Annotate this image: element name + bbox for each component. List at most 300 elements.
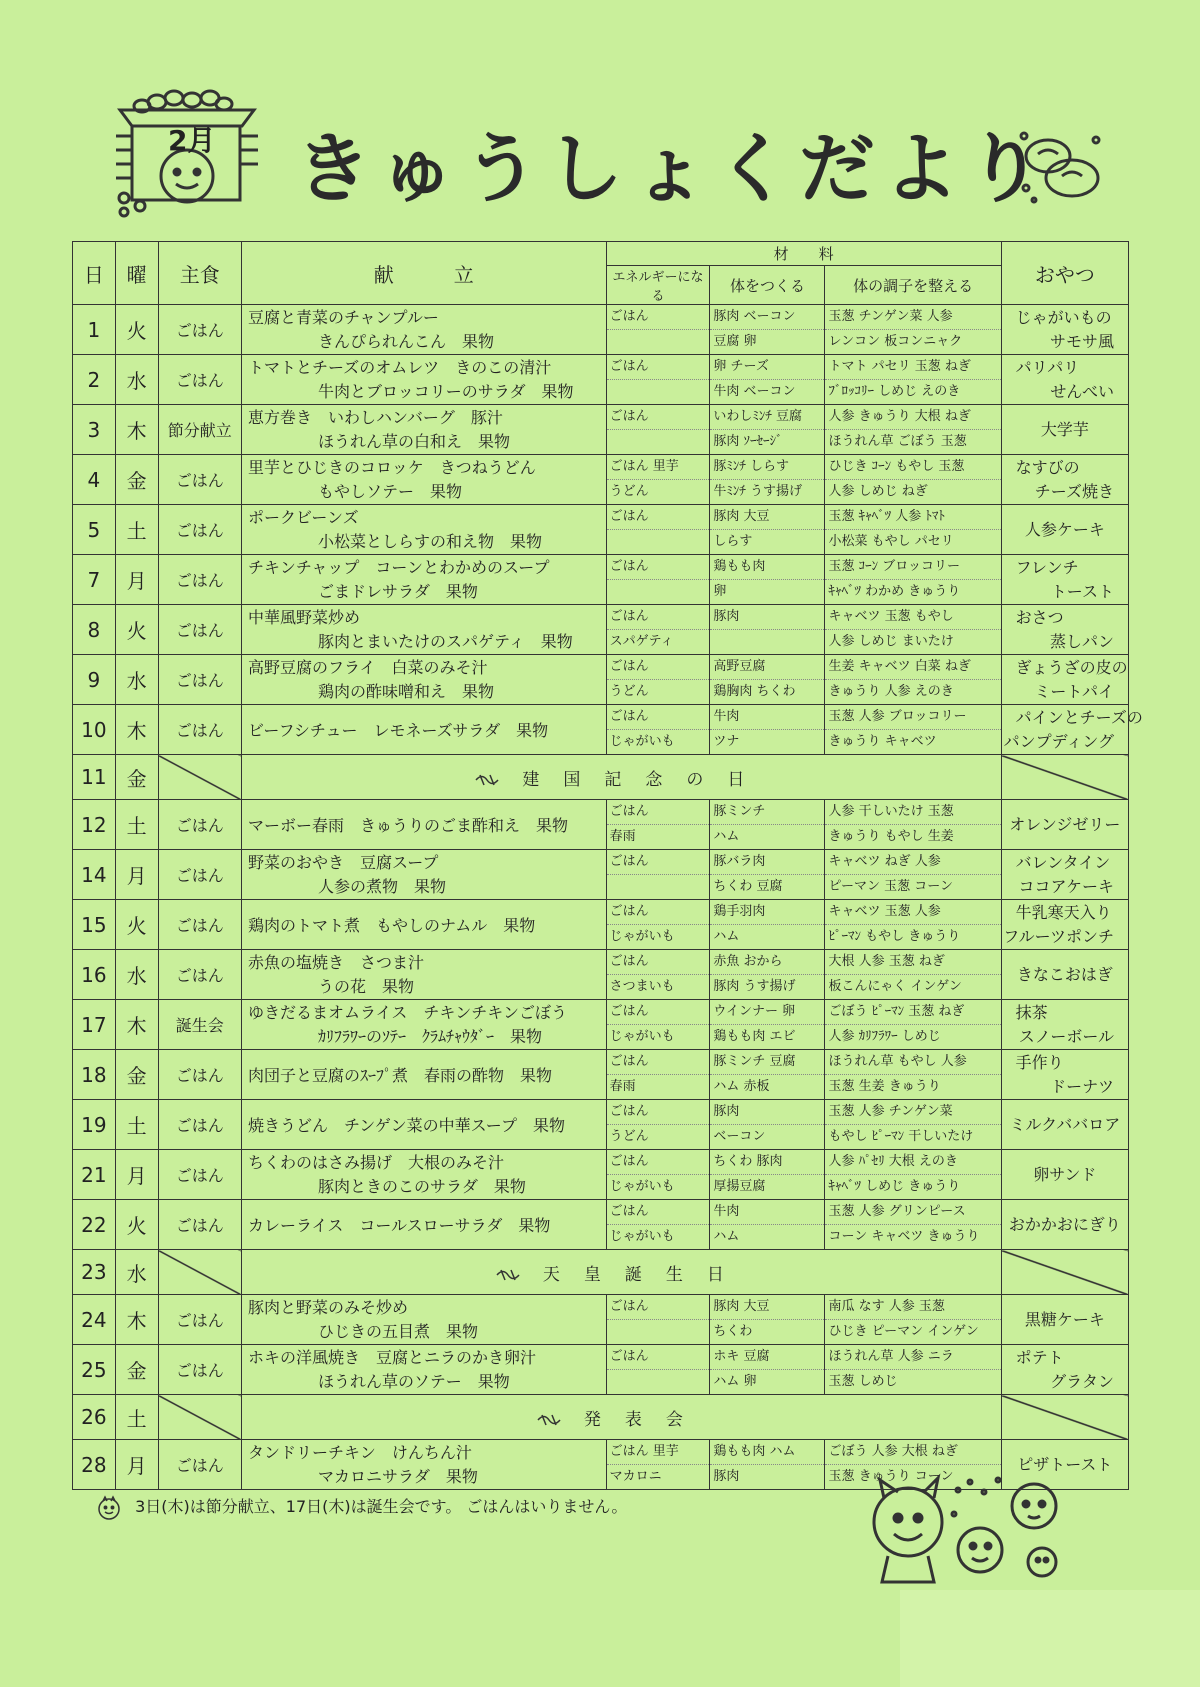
- body-line-1: 豚肉: [713, 1104, 740, 1119]
- snack-line-2: ミートパイ: [1034, 681, 1114, 701]
- row-body: [710, 605, 825, 655]
- row-weekday: 水: [115, 950, 158, 1000]
- energy-line-1: ごはん: [609, 1349, 649, 1364]
- row-body: [710, 405, 825, 455]
- row-snack-none: [1001, 1395, 1128, 1440]
- menu-row: [73, 850, 1129, 900]
- cond-line-2: 人参 しめじ まいたけ: [825, 629, 1000, 654]
- body-line-1: 牛肉: [713, 1204, 740, 1219]
- row-staple: ごはん: [158, 1345, 241, 1395]
- body-line-2: ベーコン: [710, 1124, 824, 1149]
- cond-line-2: 板こんにゃく インゲン: [825, 974, 1000, 999]
- snack-line-1: バレンタイン: [1015, 852, 1111, 872]
- row-body: [710, 1000, 825, 1050]
- sweets-icon: [1018, 126, 1106, 206]
- row-staple: ごはん: [158, 705, 241, 755]
- menu-line-1: 豆腐と青菜のチャンプルー: [248, 307, 439, 327]
- row-cond: [825, 355, 1001, 405]
- menu-line-2: 豚肉ときのこのサラダ 果物: [318, 1176, 526, 1196]
- row-energy: [606, 655, 710, 705]
- energy-line-2: [607, 529, 710, 554]
- row-cond: [825, 555, 1001, 605]
- row-day: 9: [73, 655, 116, 705]
- row-weekday: 木: [115, 1295, 158, 1345]
- header-condition: 体の調子を整える: [825, 266, 1001, 305]
- body-line-1: 豚ﾐﾝﾁ しらす: [713, 459, 790, 474]
- row-energy: [606, 505, 710, 555]
- row-staple: ごはん: [158, 800, 241, 850]
- body-line-1: 豚ミンチ 豆腐: [713, 1054, 796, 1069]
- menu-row: [73, 555, 1129, 605]
- row-weekday: 土: [115, 800, 158, 850]
- row-staple: ごはん: [158, 1295, 241, 1345]
- row-snack: [1001, 555, 1128, 605]
- body-line-2: ハム: [710, 824, 824, 849]
- snack-line: 大学芋: [1040, 419, 1089, 439]
- row-body: [710, 355, 825, 405]
- page-header: [0, 0, 1200, 240]
- cond-line-1: 玉葱 ｷｬﾍﾞﾂ 人参 ﾄﾏﾄ: [828, 509, 945, 524]
- row-weekday: 金: [115, 1345, 158, 1395]
- row-snack: [1001, 1000, 1128, 1050]
- header-weekday: 曜: [115, 242, 158, 305]
- row-weekday: 水: [115, 655, 158, 705]
- row-day: 22: [73, 1200, 116, 1250]
- cond-line-1: キャベツ 玉葱 もやし: [828, 609, 954, 624]
- row-cond: [825, 605, 1001, 655]
- row-body: [710, 1050, 825, 1100]
- menu-row: [73, 1345, 1129, 1395]
- row-snack: [1001, 1345, 1128, 1395]
- snack-line-1: 牛乳寒天入り: [1015, 902, 1112, 922]
- snack-line-1: なすびの: [1015, 457, 1080, 477]
- menu-line-1: トマトとチーズのオムレツ きのこの清汁: [248, 357, 552, 377]
- row-body: [710, 800, 825, 850]
- row-menu: [242, 800, 607, 850]
- menu-row: [73, 1100, 1129, 1150]
- body-line-1: 卵 チーズ: [713, 359, 769, 374]
- snack-line: 卵サンド: [1033, 1164, 1097, 1184]
- cond-line-2: 小松菜 もやし パセリ: [825, 529, 1000, 554]
- row-energy: [606, 555, 710, 605]
- energy-line-1: ごはん: [609, 1104, 649, 1119]
- snack-line-1: じゃがいもの: [1015, 307, 1112, 327]
- row-snack: [1001, 800, 1128, 850]
- body-line-2: 豆腐 卵: [710, 329, 824, 354]
- row-staple-none: [158, 755, 241, 800]
- energy-line-2: うどん: [607, 679, 710, 704]
- body-line-1: 高野豆腐: [713, 659, 766, 674]
- row-day: 14: [73, 850, 116, 900]
- body-line-2: 卵: [710, 579, 824, 604]
- header-day: 日: [73, 242, 116, 305]
- cond-line-1: ごぼう 人参 大根 ねぎ: [828, 1444, 958, 1459]
- row-energy: [606, 1000, 710, 1050]
- energy-line-2: スパゲティ: [607, 629, 710, 654]
- row-energy: [606, 800, 710, 850]
- cond-line-2: きゅうり 人参 えのき: [825, 679, 1000, 704]
- snack-line-2: ドーナツ: [1050, 1076, 1114, 1096]
- row-weekday: 土: [115, 1395, 158, 1440]
- energy-line-1: ごはん: [609, 854, 649, 869]
- row-energy: [606, 1345, 710, 1395]
- row-day: 21: [73, 1150, 116, 1200]
- cond-line-1: ほうれん草 もやし 人参: [828, 1054, 967, 1069]
- menu-line-2: ひじきの五目煮 果物: [318, 1321, 479, 1341]
- row-body: [710, 655, 825, 705]
- menu-row: [73, 305, 1129, 355]
- holiday-name: 建国記念の日: [522, 769, 769, 790]
- row-snack: [1001, 1100, 1128, 1150]
- page-corner-patch: [900, 1590, 1200, 1687]
- menu-row: [73, 950, 1129, 1000]
- row-day: 7: [73, 555, 116, 605]
- cond-line-1: 南瓜 なす 人参 玉葱: [828, 1299, 945, 1314]
- holiday-icon: [536, 1411, 562, 1429]
- body-line-2: ツナ: [710, 729, 824, 754]
- menu-row: [73, 605, 1129, 655]
- menu-line-2: うの花 果物: [318, 976, 415, 996]
- body-line-1: 豚肉 ベーコン: [713, 309, 796, 324]
- row-weekday: 木: [115, 705, 158, 755]
- snack-line-2: フルーツポンチ: [1003, 926, 1114, 946]
- body-line-2: [710, 629, 824, 654]
- snack-line-2: ココアケーキ: [1018, 876, 1114, 896]
- row-body: [710, 1345, 825, 1395]
- body-line-1: 豚肉 大豆: [713, 1299, 770, 1314]
- energy-line-1: ごはん: [609, 1054, 649, 1069]
- energy-line-2: うどん: [607, 479, 710, 504]
- snack-line-1: 抹茶: [1015, 1002, 1048, 1022]
- row-menu: [242, 1295, 607, 1345]
- row-day: 25: [73, 1345, 116, 1395]
- menu-row: [73, 505, 1129, 555]
- snack-line-2: パンプディング: [1003, 731, 1114, 751]
- row-staple-none: [158, 1395, 241, 1440]
- body-line-1: 豚ミンチ: [713, 804, 766, 819]
- snack-line-1: ポテト: [1015, 1347, 1064, 1367]
- row-energy: [606, 405, 710, 455]
- energy-line-1: ごはん: [609, 559, 649, 574]
- row-weekday: 火: [115, 305, 158, 355]
- menu-line-1: タンドリーチキン けんちん汁: [248, 1442, 472, 1462]
- menu-line-2: きんぴられんこん 果物: [318, 331, 495, 351]
- row-staple: ごはん: [158, 950, 241, 1000]
- header-staple: 主食: [158, 242, 241, 305]
- row-menu: [242, 900, 607, 950]
- body-line-1: 赤魚 おから: [713, 954, 783, 969]
- row-body: [710, 1440, 825, 1490]
- menu-row: [73, 355, 1129, 405]
- row-snack: [1001, 705, 1143, 755]
- menu-row: [73, 1395, 1129, 1440]
- cond-line-1: 玉葱 人参 ブロッコリー: [828, 709, 967, 724]
- row-cond: [825, 455, 1001, 505]
- energy-line-2: じゃがいも: [607, 1174, 710, 1199]
- row-menu: [242, 305, 607, 355]
- row-day: 24: [73, 1295, 116, 1345]
- row-weekday: 火: [115, 605, 158, 655]
- menu-line-2: 人参の煮物 果物: [318, 876, 447, 896]
- cond-line-2: きゅうり もやし 生姜: [825, 824, 1000, 849]
- row-cond: [825, 305, 1001, 355]
- row-energy: [606, 850, 710, 900]
- row-staple: ごはん: [158, 1100, 241, 1150]
- snack-line: おかかおにぎり: [1008, 1214, 1121, 1234]
- row-snack: [1001, 505, 1128, 555]
- body-line-2: 厚揚豆腐: [710, 1174, 824, 1199]
- menu-line-2: ほうれん草のソテー 果物: [318, 1371, 510, 1391]
- energy-line-1: ごはん: [609, 709, 649, 724]
- row-weekday: 月: [115, 555, 158, 605]
- row-staple: ごはん: [158, 605, 241, 655]
- row-day: 4: [73, 455, 116, 505]
- body-line-2: 豚肉: [710, 1464, 824, 1489]
- snack-line: ピザトースト: [1017, 1454, 1113, 1474]
- body-line-1: 豚バラ肉: [713, 854, 766, 869]
- energy-line-2: [607, 1319, 710, 1344]
- row-weekday: 金: [115, 455, 158, 505]
- cond-line-2: 玉葱 きゅうり コーン: [825, 1464, 1000, 1489]
- row-snack: [1001, 950, 1128, 1000]
- cond-line-1: 大根 人参 玉葱 ねぎ: [828, 954, 945, 969]
- row-menu: [242, 1150, 607, 1200]
- menu-line-1: チキンチャップ コーンとわかめのスープ: [248, 557, 550, 577]
- row-day: 18: [73, 1050, 116, 1100]
- row-cond: [825, 1150, 1001, 1200]
- menu-line-2: 豚肉とまいたけのスパゲティ 果物: [318, 631, 573, 651]
- row-snack: [1001, 1295, 1128, 1345]
- row-cond: [825, 1050, 1001, 1100]
- menu-row: [73, 1050, 1129, 1100]
- row-staple: 節分献立: [158, 405, 241, 455]
- row-menu: [242, 1000, 607, 1050]
- oni-characters-illustration: [858, 1470, 1068, 1590]
- snack-line-1: 手作り: [1015, 1052, 1064, 1072]
- row-menu: [242, 605, 607, 655]
- row-snack: [1001, 900, 1128, 950]
- row-staple-none: [158, 1250, 241, 1295]
- row-snack: [1001, 455, 1128, 505]
- snack-line-1: パインとチーズの: [1015, 707, 1143, 727]
- row-energy: [606, 355, 710, 405]
- row-weekday: 月: [115, 850, 158, 900]
- body-line-2: ハム 卵: [710, 1369, 824, 1394]
- cond-line-1: 玉葱 チンゲン菜 人参: [828, 309, 953, 324]
- snack-line-1: ぎょうざの皮の: [1015, 657, 1128, 677]
- cond-line-1: 人参 きゅうり 大根 ねぎ: [828, 409, 971, 424]
- row-staple: ごはん: [158, 1440, 241, 1490]
- menu-line-1: 里芋とひじきのコロッケ きつねうどん: [248, 457, 536, 477]
- body-line-2: しらす: [710, 529, 824, 554]
- row-energy: [606, 705, 710, 755]
- energy-line-1: ごはん: [609, 1154, 649, 1169]
- body-line-2: ハム 赤板: [710, 1074, 824, 1099]
- row-cond: [825, 1345, 1001, 1395]
- row-weekday: 火: [115, 900, 158, 950]
- cond-line-2: ひじき ピーマン インゲン: [825, 1319, 1000, 1344]
- row-day: 11: [73, 755, 116, 800]
- row-menu: [242, 1345, 607, 1395]
- row-energy: [606, 1440, 710, 1490]
- cond-line-1: トマト パセリ 玉葱 ねぎ: [828, 359, 971, 374]
- holiday-cell: [242, 1250, 1002, 1295]
- menu-line-1: 恵方巻き いわしハンバーグ 豚汁: [248, 407, 503, 427]
- row-day: 3: [73, 405, 116, 455]
- energy-line-1: ごはん: [609, 659, 649, 674]
- row-cond: [825, 1295, 1001, 1345]
- cond-line-2: ﾌﾞﾛｯｺﾘｰ しめじ えのき: [825, 379, 1000, 404]
- row-weekday: 水: [115, 1250, 158, 1295]
- row-snack: [1001, 655, 1128, 705]
- row-cond: [825, 850, 1001, 900]
- row-cond: [825, 900, 1001, 950]
- menu-row: [73, 1250, 1129, 1295]
- row-body: [710, 305, 825, 355]
- row-day: 2: [73, 355, 116, 405]
- energy-line-2: [607, 429, 710, 454]
- row-staple: ごはん: [158, 555, 241, 605]
- energy-line-1: ごはん: [609, 904, 649, 919]
- row-snack: [1001, 850, 1128, 900]
- energy-line-1: ごはん: [609, 1004, 649, 1019]
- row-staple: ごはん: [158, 455, 241, 505]
- menu-line-2: 鶏肉の酢味噌和え 果物: [318, 681, 495, 701]
- header-body: 体をつくる: [710, 266, 825, 305]
- menu-row: [73, 405, 1129, 455]
- energy-line-2: 春雨: [607, 824, 710, 849]
- menu-line-1: 中華風野菜炒め: [248, 607, 361, 627]
- menu-row: [73, 800, 1129, 850]
- cond-line-1: 生姜 キャベツ 白菜 ねぎ: [828, 659, 971, 674]
- body-line-2: ハム: [710, 1224, 824, 1249]
- row-day: 1: [73, 305, 116, 355]
- menu-row: [73, 1000, 1129, 1050]
- row-body: [710, 1150, 825, 1200]
- cond-line-1: キャベツ 玉葱 人参: [828, 904, 941, 919]
- energy-line-2: [607, 874, 710, 899]
- energy-line-2: じゃがいも: [607, 1024, 710, 1049]
- energy-line-1: ごはん: [609, 359, 649, 374]
- row-menu: [242, 850, 607, 900]
- energy-line-2: じゃがいも: [607, 1224, 710, 1249]
- row-staple: 誕生会: [158, 1000, 241, 1050]
- body-line-2: 豚肉 うす揚げ: [710, 974, 824, 999]
- row-day: 16: [73, 950, 116, 1000]
- row-menu: [242, 1050, 607, 1100]
- row-day: 8: [73, 605, 116, 655]
- row-energy: [606, 1150, 710, 1200]
- row-body: [710, 455, 825, 505]
- row-snack: [1001, 1200, 1128, 1250]
- row-snack-none: [1001, 1250, 1128, 1295]
- row-weekday: 水: [115, 355, 158, 405]
- body-line-2: ハム: [710, 924, 824, 949]
- row-menu: [242, 655, 607, 705]
- energy-line-1: ごはん: [609, 309, 649, 324]
- row-staple: ごはん: [158, 505, 241, 555]
- snack-line: 黒糖ケーキ: [1024, 1309, 1105, 1329]
- cond-line-2: ほうれん草 ごぼう 玉葱: [825, 429, 1000, 454]
- menu-line-1: 高野豆腐のフライ 白菜のみそ汁: [248, 657, 488, 677]
- cond-line-1: 玉葱 人参 チンゲン菜: [828, 1104, 953, 1119]
- cond-line-2: ｷｬﾍﾞﾂ わかめ きゅうり: [825, 579, 1000, 604]
- cond-line-1: ほうれん草 人参 ニラ: [828, 1349, 954, 1364]
- cond-line-2: 玉葱 しめじ: [825, 1369, 1000, 1394]
- month-label: 2月: [168, 124, 216, 157]
- row-staple: ごはん: [158, 1050, 241, 1100]
- body-line-1: 鶏もも肉 ハム: [713, 1444, 796, 1459]
- row-staple: ごはん: [158, 655, 241, 705]
- row-menu: [242, 1200, 607, 1250]
- row-weekday: 木: [115, 405, 158, 455]
- row-energy: [606, 1050, 710, 1100]
- row-cond: [825, 705, 1001, 755]
- menu-row: [73, 705, 1129, 755]
- energy-line-2: [607, 579, 710, 604]
- oni-face-icon: [96, 1495, 122, 1521]
- energy-line-2: 春雨: [607, 1074, 710, 1099]
- snack-line: きなこおはぎ: [1016, 964, 1113, 984]
- energy-line-1: ごはん: [609, 409, 649, 424]
- menu-line-1: ちくわのはさみ揚げ 大根のみそ汁: [248, 1152, 505, 1172]
- row-body: [710, 1200, 825, 1250]
- row-day: 5: [73, 505, 116, 555]
- menu-line-2: ｶﾘﾌﾗﾜｰのｿﾃｰ ｸﾗﾑﾁｬｳﾀﾞｰ 果物: [318, 1026, 543, 1046]
- body-line-1: ホキ 豆腐: [713, 1349, 770, 1364]
- energy-line-1: ごはん: [609, 1299, 649, 1314]
- body-line-1: 豚肉 大豆: [713, 509, 770, 524]
- row-day: 28: [73, 1440, 116, 1490]
- row-staple: ごはん: [158, 850, 241, 900]
- body-line-1: 豚肉: [713, 609, 740, 624]
- row-cond: [825, 1000, 1001, 1050]
- row-weekday: 月: [115, 1150, 158, 1200]
- row-weekday: 月: [115, 1440, 158, 1490]
- row-menu: [242, 1440, 607, 1490]
- row-menu: [242, 1100, 607, 1150]
- row-energy: [606, 900, 710, 950]
- row-energy: [606, 605, 710, 655]
- row-menu: [242, 455, 607, 505]
- snack-line: 人参ケーキ: [1024, 519, 1105, 539]
- header-ingredients: 材 料: [606, 242, 1001, 266]
- row-staple: ごはん: [158, 305, 241, 355]
- row-menu: [242, 505, 607, 555]
- row-cond: [825, 655, 1001, 705]
- row-day: 15: [73, 900, 116, 950]
- body-line-1: 鶏手羽肉: [713, 904, 766, 919]
- row-cond: [825, 950, 1001, 1000]
- body-line-1: ウインナー 卵: [713, 1004, 796, 1019]
- cond-line-2: きゅうり キャベツ: [825, 729, 1000, 754]
- row-snack: [1001, 605, 1128, 655]
- menu-table-body: [73, 305, 1143, 1490]
- cond-line-2: ﾋﾟｰﾏﾝ もやし きゅうり: [825, 924, 1000, 949]
- body-line-1: ちくわ 豚肉: [713, 1154, 783, 1169]
- page-title: きゅうしょくだより: [295, 124, 1051, 213]
- menu-line: 肉団子と豆腐のｽｰﾌﾟ煮 春雨の酢物 果物: [248, 1065, 553, 1085]
- menu-row: [73, 1200, 1129, 1250]
- energy-line-2: うどん: [607, 1124, 710, 1149]
- snack-line: オレンジゼリー: [1009, 814, 1121, 834]
- cond-line-1: 玉葱 ｺｰﾝ ブロッコリー: [828, 559, 960, 574]
- row-cond: [825, 1100, 1001, 1150]
- snack-line-2: グラタン: [1050, 1371, 1114, 1391]
- body-line-1: 鶏もも肉: [713, 559, 766, 574]
- energy-line-1: ごはん 里芋: [609, 459, 679, 474]
- row-weekday: 金: [115, 755, 158, 800]
